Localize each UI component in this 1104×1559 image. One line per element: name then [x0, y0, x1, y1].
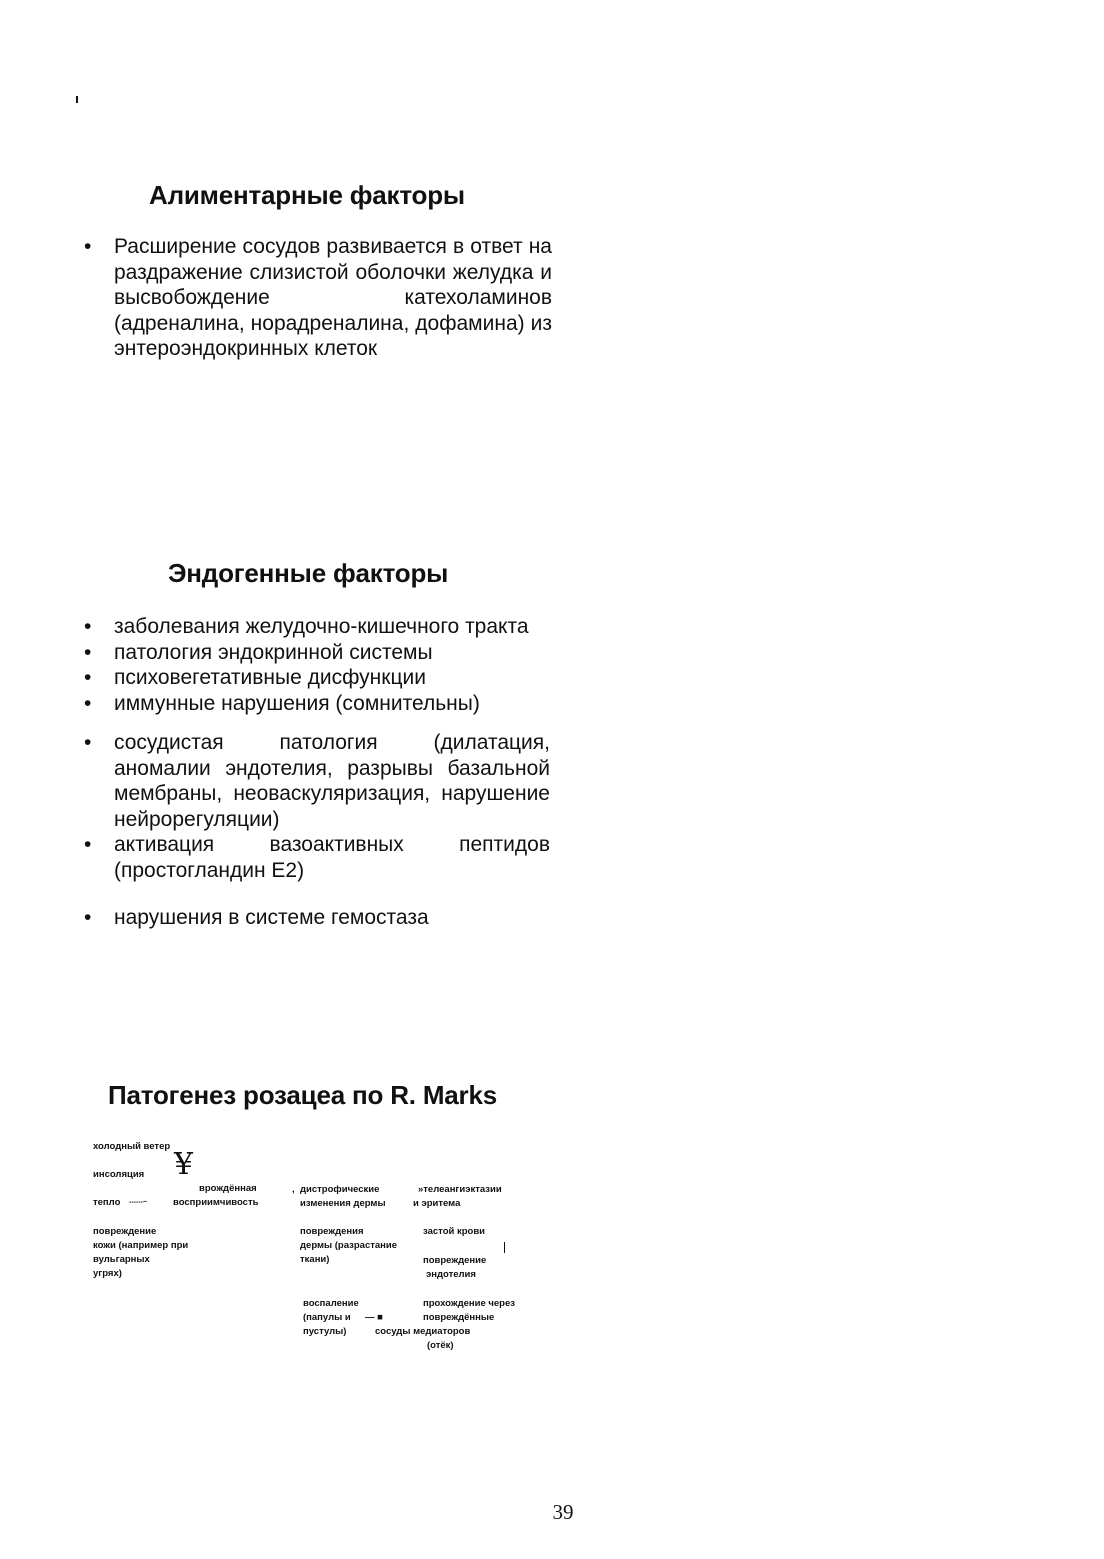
alimentary-factors-list	[84, 234, 552, 362]
list-item	[84, 691, 550, 717]
list-item	[84, 832, 550, 883]
list-item-text: активация вазоактивных пептидов (простогландин E2)	[114, 833, 550, 882]
node-dermis-damage-line1: повреждения	[300, 1226, 364, 1237]
list-item-text: сосудистая патология (дилатация, аномалии эндотелия, разрывы базальной мембраны, неоваскуляризация, нарушение нейрорегуляции)	[114, 731, 550, 831]
node-dermis-damage-line3: ткани)	[300, 1254, 330, 1265]
node-edema: (отёк)	[427, 1340, 454, 1351]
node-endothelium-line1: повреждение	[423, 1255, 487, 1266]
node-dermis-damage-line2: дермы (разрастание	[300, 1240, 398, 1251]
bullet-icon: •	[84, 691, 92, 715]
bullet-icon: •	[84, 615, 92, 638]
list-item-text: психовегетативные дисфункции	[114, 666, 426, 689]
node-cold-wind: холодный ветер	[93, 1141, 171, 1152]
bullet-icon: •	[84, 833, 92, 856]
arrow-comma: ,	[292, 1184, 295, 1195]
pathogenesis-heading: Патогенез розацеа по R. Marks	[108, 1080, 497, 1110]
bullet-icon: •	[84, 731, 92, 754]
list-item	[84, 234, 552, 362]
bullet-icon: •	[84, 666, 92, 689]
node-inflammation-line2: (папулы и	[303, 1312, 351, 1323]
bullet-icon: •	[84, 235, 92, 258]
list-item	[84, 614, 550, 640]
node-telangiectasia-line1: »телеангиэктазии	[418, 1184, 502, 1195]
node-passage-line1: прохождение через	[423, 1298, 515, 1309]
list-item	[84, 640, 550, 666]
bullet-icon: •	[84, 640, 92, 664]
node-vessels-mediators: сосуды медиаторов	[375, 1326, 471, 1337]
node-passage-line2: повреждённые	[423, 1312, 495, 1323]
endogenous-factors-heading: Эндогенные факторы	[168, 558, 449, 588]
node-innate-line1: врождённая	[199, 1183, 257, 1194]
list-item	[84, 905, 550, 931]
node-telangiectasia-line2: и эритема	[413, 1198, 461, 1209]
arrow-inflammation: — ■	[365, 1312, 383, 1323]
node-dystrophic-line2: изменения дермы	[300, 1198, 386, 1209]
node-innate-line2: восприимчивость	[173, 1197, 259, 1208]
bullet-icon: •	[84, 906, 92, 929]
list-item-text: иммунные нарушения (сомнительны)	[114, 691, 480, 715]
scan-tick-mark	[76, 96, 78, 103]
node-dystrophic-line1: дистрофические	[300, 1184, 380, 1195]
node-skin-damage-line2: кожи (например при	[93, 1240, 189, 1251]
node-blood-stasis: застой крови	[423, 1226, 486, 1237]
node-inflammation-line3: пустулы)	[303, 1326, 347, 1337]
page-number: 39	[552, 1500, 574, 1524]
list-item	[84, 665, 550, 691]
connector-line	[504, 1242, 505, 1253]
list-item-text: нарушения в системе гемостаза	[114, 906, 429, 929]
endogenous-factors-list	[84, 614, 550, 931]
node-skin-damage-line3: вульгарных	[93, 1254, 150, 1265]
list-item-text: Расширение сосудов развивается в ответ на раздражение слизистой оболочки желудка и высвобождение катехоламинов (адреналина, норадреналина, дофамина) из энтероэндокринных клеток	[114, 235, 552, 360]
list-item	[84, 730, 550, 832]
yen-glyph: ¥	[174, 1147, 194, 1182]
list-item-text: заболевания желудочно-кишечного тракта	[114, 615, 529, 638]
node-heat: тепло	[93, 1197, 121, 1208]
node-skin-damage-line4: угрях)	[93, 1268, 122, 1279]
node-inflammation-line1: воспаление	[303, 1298, 359, 1309]
alimentary-factors-heading: Алиментарные факторы	[149, 180, 465, 210]
node-skin-damage-line1: повреждение	[93, 1226, 157, 1237]
node-insolation: инсоляция	[93, 1169, 145, 1180]
list-item-text: патология эндокринной системы	[114, 640, 433, 664]
node-endothelium-line2: эндотелия	[426, 1269, 476, 1280]
arrow-heat: ------~	[129, 1199, 148, 1206]
